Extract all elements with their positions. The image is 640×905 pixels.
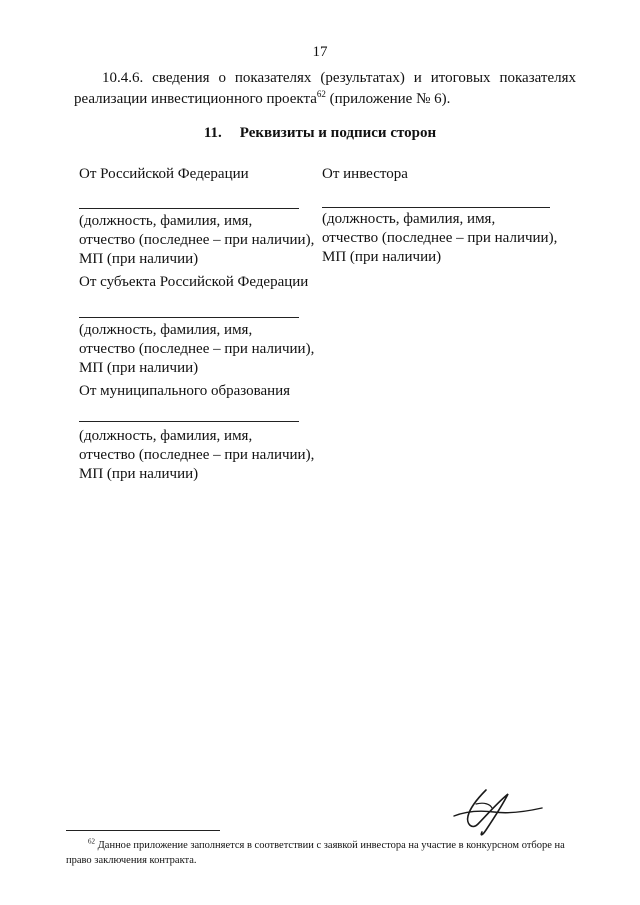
caption-line: (должность, фамилия, имя, — [79, 322, 253, 338]
caption-line: МП (при наличии) — [79, 466, 199, 482]
section-heading — [0, 125, 640, 142]
signature-caption-rf — [79, 212, 314, 269]
footnote-number: 62 — [88, 837, 95, 846]
caption-line: (должность, фамилия, имя, — [79, 213, 253, 229]
clause-line-2-end: (приложение № 6). — [325, 91, 451, 107]
clause-10-4-6 — [74, 68, 576, 110]
signature-line-subject — [79, 317, 299, 318]
caption-line: МП (при наличии) — [322, 249, 442, 265]
footnote — [66, 838, 586, 868]
page-number: 17 — [312, 44, 328, 60]
caption-line: (должность, фамилия, имя, — [322, 211, 496, 227]
footnote-ref: 62 — [316, 89, 326, 99]
footnote-rule — [66, 830, 220, 831]
signature-caption-subject — [79, 321, 314, 378]
signature-line-investor — [322, 207, 550, 208]
section-number: 11. — [203, 125, 222, 141]
caption-line: отчество (последнее – при наличии), — [79, 447, 315, 463]
party-label-investor: От инвестора — [322, 166, 408, 182]
clause-line-1: 10.4.6. сведения о показателях (результатах) и итоговых показателях — [102, 70, 576, 86]
caption-line: отчество (последнее – при наличии), — [79, 232, 315, 248]
caption-line: МП (при наличии) — [79, 251, 199, 267]
signature-line-municipal — [79, 421, 299, 422]
clause-line-2 — [74, 89, 576, 110]
caption-line: отчество (последнее – при наличии), — [79, 341, 315, 357]
footnote-text: Данное приложение заполняется в соответствии с заявкой инвестора на участие в конкурсном отборе на право заключения контракта. — [66, 840, 565, 866]
section-title: Реквизиты и подписи сторон — [239, 125, 437, 141]
caption-line: (должность, фамилия, имя, — [79, 428, 253, 444]
clause-line-2-text: реализации инвестиционного проекта — [74, 91, 317, 107]
signature-line-rf — [79, 208, 299, 209]
party-label-municipal: От муниципального образования — [79, 383, 291, 399]
signature-caption-investor — [322, 210, 557, 267]
signature-caption-municipal — [79, 427, 314, 484]
handwritten-signature — [446, 786, 546, 838]
party-label-rf: От Российской Федерации — [79, 166, 249, 182]
caption-line: отчество (последнее – при наличии), — [322, 230, 558, 246]
caption-line: МП (при наличии) — [79, 360, 199, 376]
party-label-subject: От субъекта Российской Федерации — [79, 274, 309, 290]
